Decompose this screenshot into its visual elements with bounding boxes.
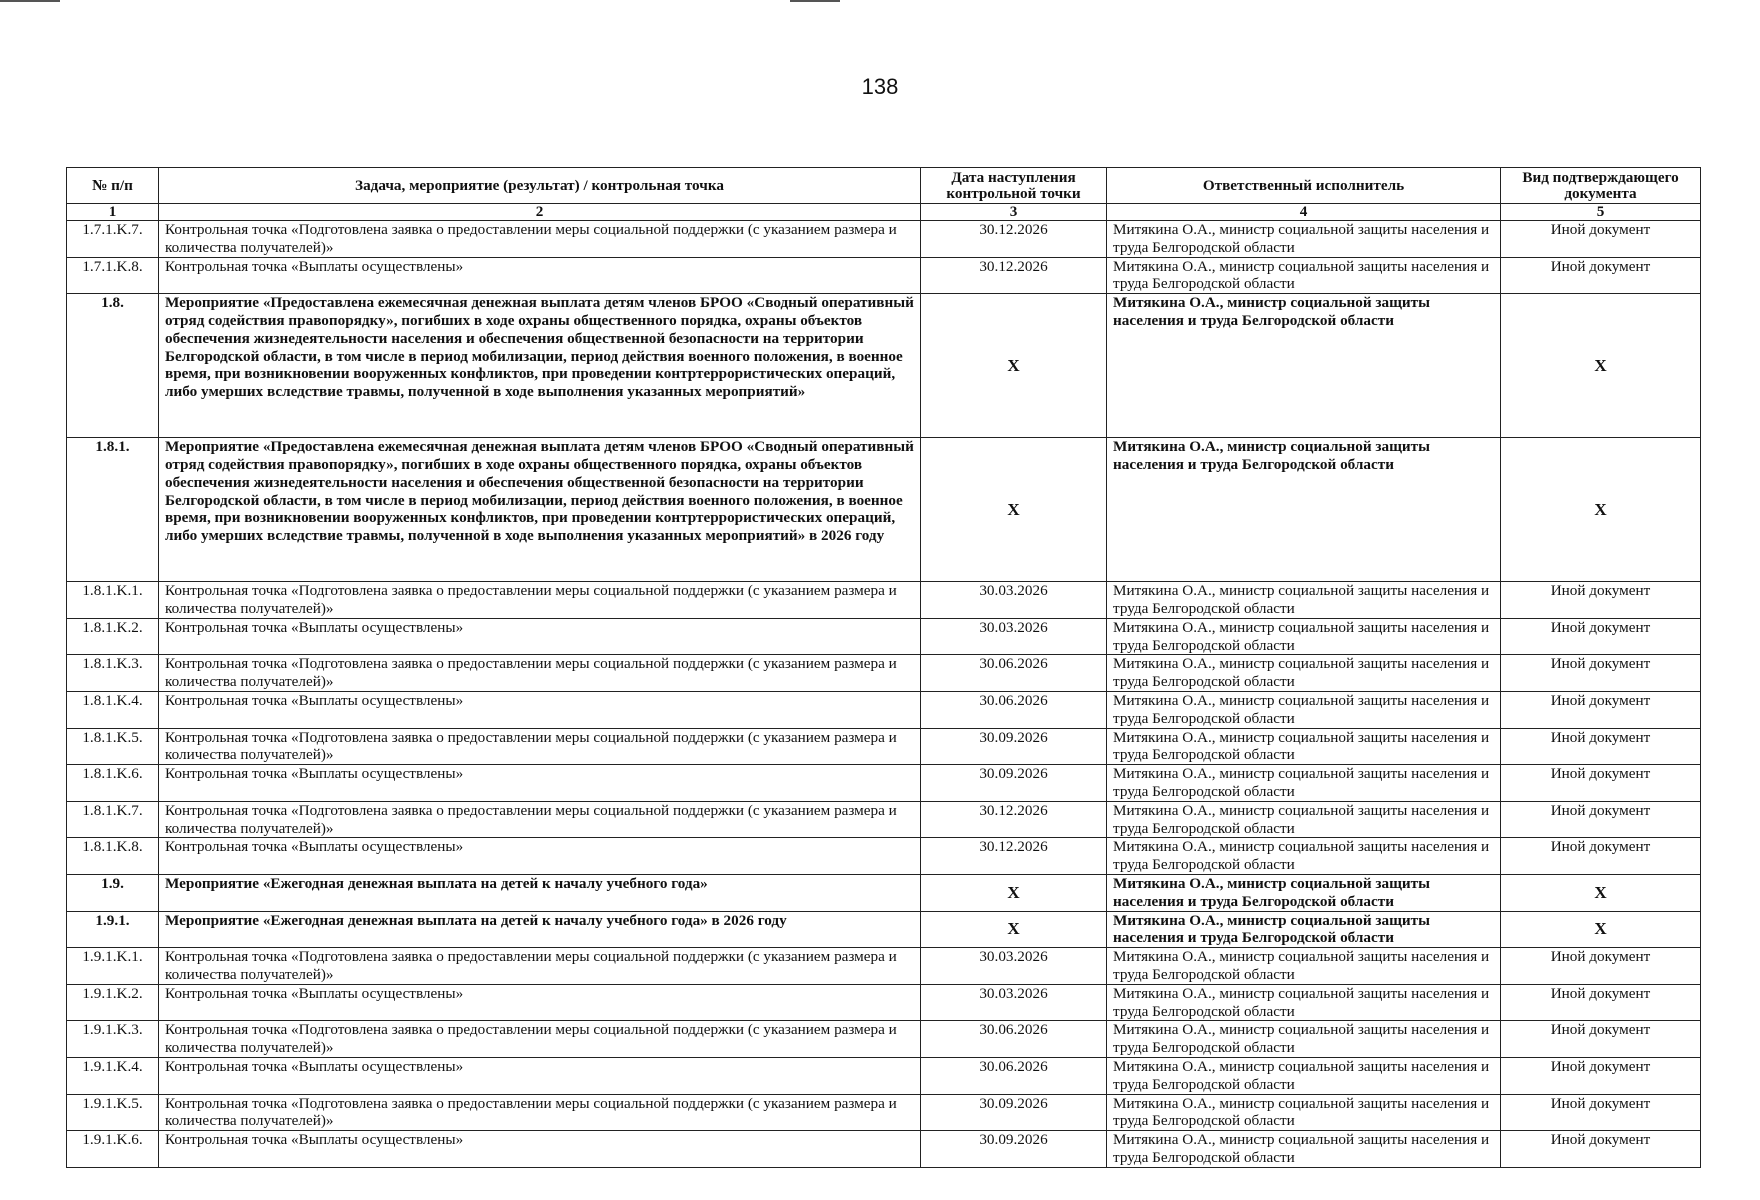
header-responsible: Ответственный исполнитель: [1107, 168, 1501, 204]
row-number: 1.9.1.K.3.: [67, 1021, 159, 1058]
header-num: № п/п: [67, 168, 159, 204]
table-row: [67, 1094, 1701, 1131]
row-document: Иной документ: [1501, 765, 1701, 802]
row-document: Х: [1501, 294, 1701, 438]
row-number: 1.8.1.K.2.: [67, 618, 159, 655]
row-number: 1.8.1.: [67, 438, 159, 582]
row-number: 1.7.1.K.8.: [67, 257, 159, 294]
header-date: Дата наступления контрольной точки: [921, 168, 1107, 204]
row-date: 30.09.2026: [921, 1131, 1107, 1168]
column-number: 5: [1501, 204, 1701, 221]
scan-edge-mark: [0, 0, 60, 2]
row-date: 30.03.2026: [921, 618, 1107, 655]
row-document: Иной документ: [1501, 582, 1701, 619]
row-document: Иной документ: [1501, 948, 1701, 985]
row-responsible: Митякина О.А., министр социальной защиты населения и труда Белгородской области: [1107, 948, 1501, 985]
column-number-row: [67, 204, 1701, 221]
row-responsible: Митякина О.А., министр социальной защиты населения и труда Белгородской области: [1107, 765, 1501, 802]
row-date: 30.03.2026: [921, 582, 1107, 619]
row-number: 1.9.1.K.1.: [67, 948, 159, 985]
header-row: [67, 168, 1701, 204]
activities-table: [66, 167, 1701, 1168]
table-row: [67, 1131, 1701, 1168]
row-date: 30.12.2026: [921, 257, 1107, 294]
row-responsible: Митякина О.А., министр социальной защиты населения и труда Белгородской области: [1107, 1057, 1501, 1094]
row-document: Иной документ: [1501, 1131, 1701, 1168]
scan-edge-mark: [790, 0, 840, 2]
page-number: 138: [861, 74, 899, 99]
row-date: 30.03.2026: [921, 948, 1107, 985]
row-responsible: Митякина О.А., министр социальной защиты населения и труда Белгородской области: [1107, 1021, 1501, 1058]
row-date: 30.09.2026: [921, 765, 1107, 802]
row-document: Иной документ: [1501, 728, 1701, 765]
row-document: Иной документ: [1501, 1094, 1701, 1131]
table-row: [67, 618, 1701, 655]
column-number: 4: [1107, 204, 1501, 221]
row-document: Иной документ: [1501, 691, 1701, 728]
header-task: Задача, мероприятие (результат) / контрольная точка: [159, 168, 921, 204]
row-date: Х: [921, 911, 1107, 948]
table-row: [67, 801, 1701, 838]
row-task: Контрольная точка «Подготовлена заявка о предоставлении меры социальной поддержки (с указанием размера и количества получателей)»: [159, 801, 921, 838]
table-row-activity: [67, 294, 1701, 438]
row-date: Х: [921, 874, 1107, 911]
row-task: Контрольная точка «Подготовлена заявка о предоставлении меры социальной поддержки (с указанием размера и количества получателей)»: [159, 1021, 921, 1058]
row-task: Контрольная точка «Подготовлена заявка о предоставлении меры социальной поддержки (с указанием размера и количества получателей)»: [159, 655, 921, 692]
row-date: Х: [921, 438, 1107, 582]
row-task: Контрольная точка «Подготовлена заявка о предоставлении меры социальной поддержки (с указанием размера и количества получателей)»: [159, 221, 921, 258]
row-document: Иной документ: [1501, 257, 1701, 294]
table-row: [67, 838, 1701, 875]
row-task: Контрольная точка «Выплаты осуществлены»: [159, 691, 921, 728]
row-number: 1.9.1.K.2.: [67, 984, 159, 1021]
row-date: 30.12.2026: [921, 801, 1107, 838]
row-document: Х: [1501, 438, 1701, 582]
row-task: Мероприятие «Предоставлена ежемесячная денежная выплата детям членов БРОО «Сводный оперативный отряд содействия правопорядку», погибших в ходе охраны общественного порядка, охраны объектов обеспечения жизнедеятельности населения и обеспечения общественной безопасности на территории Белгородской области, в том числе в период мобилизации, период действия военного положения, в военное время, при возникновении вооруженных конфликтов, при проведении контртеррористических операций, либо умерших вследствие травмы, полученной в ходе выполнения указанных мероприятий»: [159, 294, 921, 438]
row-document: Иной документ: [1501, 221, 1701, 258]
row-task: Контрольная точка «Подготовлена заявка о предоставлении меры социальной поддержки (с указанием размера и количества получателей)»: [159, 582, 921, 619]
table-row: [67, 655, 1701, 692]
table-row: [67, 257, 1701, 294]
column-number: 1: [67, 204, 159, 221]
row-document: Иной документ: [1501, 1021, 1701, 1058]
row-date: 30.12.2026: [921, 838, 1107, 875]
row-document: Х: [1501, 911, 1701, 948]
row-responsible: Митякина О.А., министр социальной защиты населения и труда Белгородской области: [1107, 618, 1501, 655]
row-task: Контрольная точка «Выплаты осуществлены»: [159, 1131, 921, 1168]
row-responsible: Митякина О.А., министр социальной защиты населения и труда Белгородской области: [1107, 221, 1501, 258]
table-row-activity: [67, 874, 1701, 911]
table-row: [67, 1021, 1701, 1058]
row-date: Х: [921, 294, 1107, 438]
row-task: Мероприятие «Ежегодная денежная выплата на детей к началу учебного года» в 2026 году: [159, 911, 921, 948]
row-responsible: Митякина О.А., министр социальной защиты населения и труда Белгородской области: [1107, 801, 1501, 838]
row-responsible: Митякина О.А., министр социальной защиты населения и труда Белгородской области: [1107, 728, 1501, 765]
row-task: Контрольная точка «Подготовлена заявка о предоставлении меры социальной поддержки (с указанием размера и количества получателей)»: [159, 948, 921, 985]
row-date: 30.09.2026: [921, 728, 1107, 765]
row-responsible: Митякина О.А., министр социальной защиты населения и труда Белгородской области: [1107, 655, 1501, 692]
row-number: 1.9.: [67, 874, 159, 911]
row-document: Иной документ: [1501, 1057, 1701, 1094]
table-row: [67, 691, 1701, 728]
row-number: 1.8.1.K.8.: [67, 838, 159, 875]
row-document: Иной документ: [1501, 984, 1701, 1021]
row-number: 1.8.1.K.5.: [67, 728, 159, 765]
row-responsible: Митякина О.А., министр социальной защиты населения и труда Белгородской области: [1107, 984, 1501, 1021]
table-row: [67, 1057, 1701, 1094]
table-row-activity: [67, 438, 1701, 582]
row-task: Мероприятие «Предоставлена ежемесячная денежная выплата детям членов БРОО «Сводный оперативный отряд содействия правопорядку», погибших в ходе охраны общественного порядка, охраны объектов обеспечения жизнедеятельности населения и обеспечения общественной безопасности на территории Белгородской области, в том числе в период мобилизации, период действия военного положения, в военное время, при возникновении вооруженных конфликтов, при проведении контртеррористических операций, либо умерших вследствие травмы, полученной в ходе выполнения указанных мероприятий» в 2026 году: [159, 438, 921, 582]
row-date: 30.06.2026: [921, 655, 1107, 692]
row-responsible: Митякина О.А., министр социальной защиты населения и труда Белгородской области: [1107, 582, 1501, 619]
row-number: 1.8.1.K.4.: [67, 691, 159, 728]
row-task: Контрольная точка «Выплаты осуществлены»: [159, 765, 921, 802]
row-task: Контрольная точка «Выплаты осуществлены»: [159, 838, 921, 875]
table-row: [67, 728, 1701, 765]
row-number: 1.9.1.: [67, 911, 159, 948]
row-responsible: Митякина О.А., министр социальной защиты населения и труда Белгородской области: [1107, 838, 1501, 875]
row-date: 30.03.2026: [921, 984, 1107, 1021]
row-number: 1.9.1.K.4.: [67, 1057, 159, 1094]
row-responsible: Митякина О.А., министр социальной защиты населения и труда Белгородской области: [1107, 438, 1501, 582]
row-responsible: Митякина О.А., министр социальной защиты населения и труда Белгородской области: [1107, 691, 1501, 728]
table-row: [67, 221, 1701, 258]
row-document: Иной документ: [1501, 801, 1701, 838]
row-document: Иной документ: [1501, 838, 1701, 875]
row-document: Иной документ: [1501, 618, 1701, 655]
header-document: Вид подтверждающего документа: [1501, 168, 1701, 204]
row-document: Иной документ: [1501, 655, 1701, 692]
table-row-activity: [67, 911, 1701, 948]
row-responsible: Митякина О.А., министр социальной защиты населения и труда Белгородской области: [1107, 257, 1501, 294]
row-number: 1.8.1.K.7.: [67, 801, 159, 838]
table-row: [67, 948, 1701, 985]
table-row: [67, 984, 1701, 1021]
row-number: 1.9.1.K.5.: [67, 1094, 159, 1131]
column-number: 3: [921, 204, 1107, 221]
row-number: 1.8.: [67, 294, 159, 438]
row-number: 1.8.1.K.3.: [67, 655, 159, 692]
row-task: Контрольная точка «Выплаты осуществлены»: [159, 984, 921, 1021]
row-task: Контрольная точка «Выплаты осуществлены»: [159, 618, 921, 655]
table-row: [67, 765, 1701, 802]
row-number: 1.8.1.K.6.: [67, 765, 159, 802]
table-row: [67, 582, 1701, 619]
row-date: 30.09.2026: [921, 1094, 1107, 1131]
column-number: 2: [159, 204, 921, 221]
row-task: Мероприятие «Ежегодная денежная выплата на детей к началу учебного года»: [159, 874, 921, 911]
row-date: 30.06.2026: [921, 691, 1107, 728]
row-task: Контрольная точка «Выплаты осуществлены»: [159, 257, 921, 294]
row-responsible: Митякина О.А., министр социальной защиты населения и труда Белгородской области: [1107, 294, 1501, 438]
row-document: Х: [1501, 874, 1701, 911]
row-task: Контрольная точка «Подготовлена заявка о предоставлении меры социальной поддержки (с указанием размера и количества получателей)»: [159, 728, 921, 765]
row-number: 1.7.1.K.7.: [67, 221, 159, 258]
row-responsible: Митякина О.А., министр социальной защиты населения и труда Белгородской области: [1107, 911, 1501, 948]
row-date: 30.12.2026: [921, 221, 1107, 258]
row-number: 1.8.1.K.1.: [67, 582, 159, 619]
row-task: Контрольная точка «Выплаты осуществлены»: [159, 1057, 921, 1094]
row-date: 30.06.2026: [921, 1021, 1107, 1058]
row-task: Контрольная точка «Подготовлена заявка о предоставлении меры социальной поддержки (с указанием размера и количества получателей)»: [159, 1094, 921, 1131]
row-date: 30.06.2026: [921, 1057, 1107, 1094]
row-responsible: Митякина О.А., министр социальной защиты населения и труда Белгородской области: [1107, 1131, 1501, 1168]
row-number: 1.9.1.K.6.: [67, 1131, 159, 1168]
row-responsible: Митякина О.А., министр социальной защиты населения и труда Белгородской области: [1107, 874, 1501, 911]
row-responsible: Митякина О.А., министр социальной защиты населения и труда Белгородской области: [1107, 1094, 1501, 1131]
